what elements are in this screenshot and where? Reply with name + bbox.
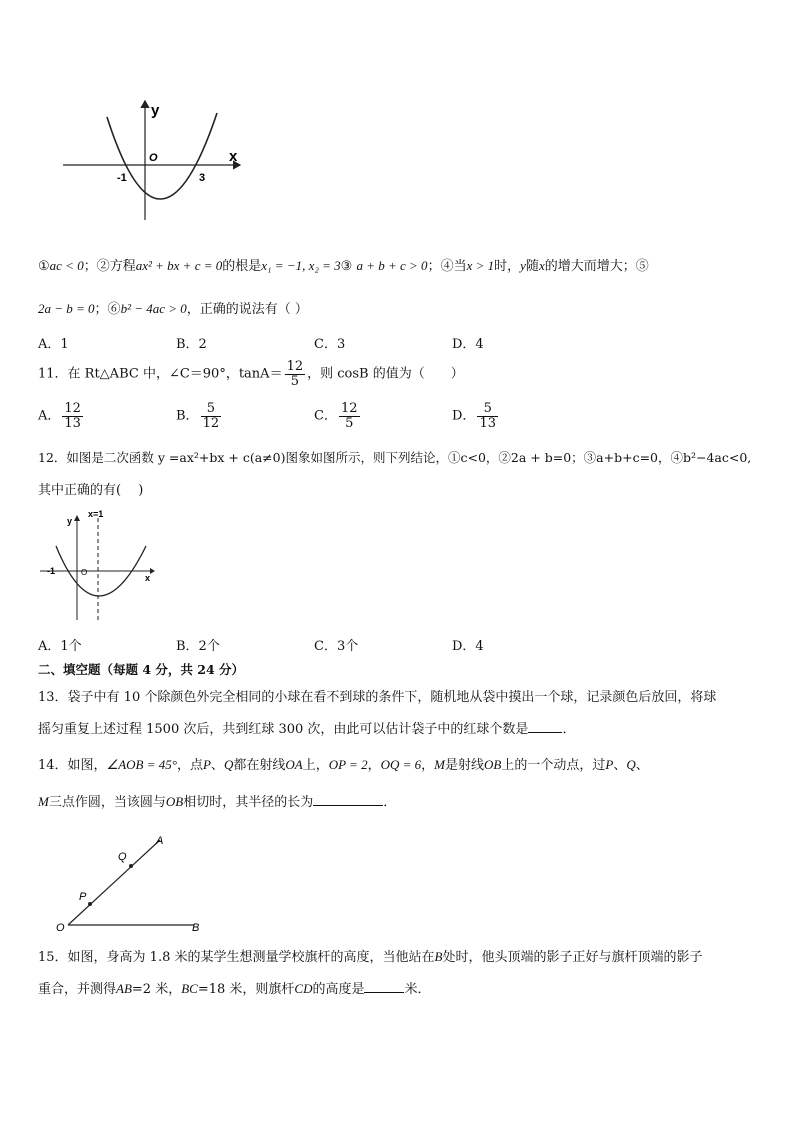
q10-m2: ax² + bx + c = 0 xyxy=(135,258,223,273)
fig2-y-arrow xyxy=(74,515,80,521)
q11-frac xyxy=(285,360,306,388)
q14-l2-m2: OB xyxy=(165,794,184,809)
q11-opt-c-frac xyxy=(339,402,360,430)
q14-c: 、 xyxy=(210,758,224,773)
q11-option-d[interactable] xyxy=(452,402,500,430)
q14-l2-a: 三点作圆，当该圆与 xyxy=(48,795,166,810)
q10-s7: 随 xyxy=(525,259,539,274)
q14-m8: OB xyxy=(484,757,502,772)
q11-opt-d-label: D． xyxy=(452,408,476,424)
q15-answer-blank[interactable] xyxy=(364,980,404,993)
q11-opt-c-n: 12 xyxy=(340,401,358,416)
q13-answer-blank[interactable] xyxy=(528,720,562,733)
q15-b: 处时，他头顶端的影子正好与旗杆顶端的影子 xyxy=(442,950,703,965)
q10-s2: ；②方程 xyxy=(83,259,136,274)
point-p xyxy=(88,902,92,906)
q10-s1: ① xyxy=(38,259,50,274)
q14-l2-b: 相切时，其半径的长为 xyxy=(183,795,314,810)
q15-m: B xyxy=(434,949,443,964)
q15-l2-m2: BC xyxy=(181,981,198,996)
q10-l2-m1: 2a − b = 0 xyxy=(38,301,95,316)
q14-g: ， xyxy=(421,758,435,773)
q12-option-d[interactable]: D．4 xyxy=(452,639,484,654)
fig2-y-label: y xyxy=(67,516,73,526)
q12-option-a[interactable]: A．1个 xyxy=(38,639,82,654)
y-label: y xyxy=(151,102,160,119)
q11-opt-d-frac xyxy=(477,402,498,430)
root-neg1-label: -1 xyxy=(117,172,127,184)
q10-m6: y xyxy=(520,258,526,273)
q10-option-d[interactable]: D．4 xyxy=(452,337,484,352)
q10-s5: ；④当 xyxy=(427,259,467,274)
q14-m7: M xyxy=(434,757,446,772)
q15-l2-d: 的高度是 xyxy=(312,982,365,997)
q15-l2-b: =2 米， xyxy=(131,982,182,997)
q11-opt-a-label: A． xyxy=(38,408,61,424)
q14-i: 上的一个动点，过 xyxy=(501,758,606,773)
q14-a: 14．如图， xyxy=(38,758,107,773)
q10-m4: a + b + c > 0 xyxy=(356,258,428,273)
q11-stem-a: 11．在 Rt△ABC 中，∠C＝90°，tanA＝ xyxy=(38,366,283,382)
label-p: P xyxy=(79,891,87,903)
q14-m5: OP = 2 xyxy=(328,757,368,772)
q14-l2-m1: M xyxy=(38,794,49,809)
q10-s3: 的根是 xyxy=(222,259,262,274)
q14-answer-blank[interactable] xyxy=(313,793,383,806)
q13-line1: 13．袋子中有 10 个除颜色外完全相同的小球在看不到球的条件下，随机地从袋中摸出一个球，记录颜色后放回，将球 xyxy=(38,690,717,705)
q15-l2-a: 重合，并测得 xyxy=(38,982,117,997)
fig2-x-arrow xyxy=(150,568,155,574)
q12-option-b[interactable]: B．2个 xyxy=(176,639,220,654)
q14-d: 都在射线 xyxy=(233,758,286,773)
q10-l2-m2: b² − 4ac > 0 xyxy=(120,301,187,316)
q13-line2 xyxy=(38,718,575,737)
q15-l2-e: 米． xyxy=(404,982,431,997)
q11-option-a[interactable] xyxy=(38,402,85,430)
q10-l2-s1: ；⑥ xyxy=(94,302,121,317)
q15-l2-m1: AB xyxy=(116,981,132,996)
q11-frac-d: 5 xyxy=(290,373,299,389)
angle-aob-figure xyxy=(52,832,212,934)
q10-option-a[interactable]: A．1 xyxy=(38,337,69,352)
ray-oa xyxy=(68,840,160,925)
q11-stem-b: ，则 cosB 的值为（ ） xyxy=(307,366,464,382)
q11-opt-c-label: C． xyxy=(314,408,337,424)
q11-opt-b-n: 5 xyxy=(201,402,222,417)
q14-m6: OQ = 6 xyxy=(380,757,422,772)
q11-opt-a-n: 12 xyxy=(64,401,81,416)
q11-opt-b-d: 12 xyxy=(202,415,220,431)
q15-l2-m3: CD xyxy=(294,981,313,996)
section-title-fill-in: 二、填空题（每题 4 分，共 24 分） xyxy=(38,662,245,677)
point-q xyxy=(129,864,133,868)
q14-m4: OA xyxy=(285,757,303,772)
q11-opt-a-frac xyxy=(62,402,83,430)
q11-opt-c-d: 5 xyxy=(345,415,354,431)
q11-option-b[interactable] xyxy=(176,402,223,430)
q10-line1 xyxy=(38,255,649,274)
q13-line2-text: 摇匀重复上述过程 1500 次后，共到红球 300 次，由此可以估计袋子中的红球个数是 xyxy=(38,722,529,737)
q14-m9: P xyxy=(605,757,614,772)
q10-l2-s2: ，正确的说法有（ ） xyxy=(186,302,308,317)
q11-opt-d-n: 5 xyxy=(477,402,498,417)
fig2-x-label: x xyxy=(145,573,151,583)
fig2-axis-label: x=1 xyxy=(88,509,104,519)
label-a: A xyxy=(156,835,164,847)
q14-b: ，点 xyxy=(176,758,203,773)
q11-stem xyxy=(38,360,464,388)
q11-opt-a-d: 13 xyxy=(64,415,81,431)
q11-opt-d-d: 13 xyxy=(479,415,496,431)
q10-line2 xyxy=(38,298,308,317)
q10-m7: x xyxy=(538,258,545,273)
q10-s4: ③ xyxy=(340,259,353,274)
q12-line2: 其中正确的有( ) xyxy=(38,483,144,498)
q10-m5: x > 1 xyxy=(466,258,495,273)
q15-l2-c: =18 米，则旗杆 xyxy=(197,982,295,997)
label-o: O xyxy=(56,922,65,934)
q14-m1: ∠AOB = 45° xyxy=(106,757,177,772)
fig2-origin-label: O xyxy=(81,568,88,577)
q12-line1: 12．如图是二次函数 y =ax²+bx + c(a≠0)图象如图所示，则下列结论，①c<0，②2a + b=0；③a+b+c=0，④b²−4ac<0, xyxy=(38,450,752,465)
q14-l2-end: ． xyxy=(383,795,397,810)
label-q: Q xyxy=(118,851,127,863)
q14-k: 、 xyxy=(635,758,649,773)
q10-m3: x₁ = −1, x₂ = 3 xyxy=(261,258,341,273)
q10-option-c[interactable]: C．3 xyxy=(314,337,346,352)
q14-h: 是射线 xyxy=(445,758,485,773)
parabola-figure-2 xyxy=(38,508,160,626)
q14-line1 xyxy=(38,754,649,773)
parabola-curve xyxy=(107,113,217,199)
label-b: B xyxy=(192,922,200,934)
q15-line1 xyxy=(38,946,702,965)
x-label: x xyxy=(229,148,238,165)
origin-label: O xyxy=(149,152,158,164)
q14-line2 xyxy=(38,791,396,810)
parabola-figure-1 xyxy=(55,95,255,230)
q10-m1: ac < 0 xyxy=(49,258,84,273)
q15-a: 15．如图，身高为 1.8 米的某学生想测量学校旗杆的高度，当他站在 xyxy=(38,950,435,965)
q11-frac-n: 12 xyxy=(286,359,304,374)
q13-end: ． xyxy=(562,722,576,737)
fig2-neg1-label: -1 xyxy=(47,566,56,576)
q14-m2: P xyxy=(202,757,211,772)
q14-e: 上， xyxy=(302,758,329,773)
q15-line2 xyxy=(38,978,431,997)
q11-opt-b-label: B． xyxy=(176,408,199,424)
q14-m10: Q xyxy=(626,757,636,772)
q14-j: 、 xyxy=(613,758,627,773)
root-3-label: 3 xyxy=(199,172,206,184)
q14-m3: Q xyxy=(223,757,234,772)
q10-option-b[interactable]: B．2 xyxy=(176,337,207,352)
q12-option-c[interactable]: C．3个 xyxy=(314,639,359,654)
q11-opt-b-frac xyxy=(201,402,222,430)
q10-s6: 时， xyxy=(494,259,521,274)
q10-s8: 的增大而增大；⑤ xyxy=(544,259,649,274)
q11-option-c[interactable] xyxy=(314,402,362,430)
q14-f: ， xyxy=(367,758,381,773)
